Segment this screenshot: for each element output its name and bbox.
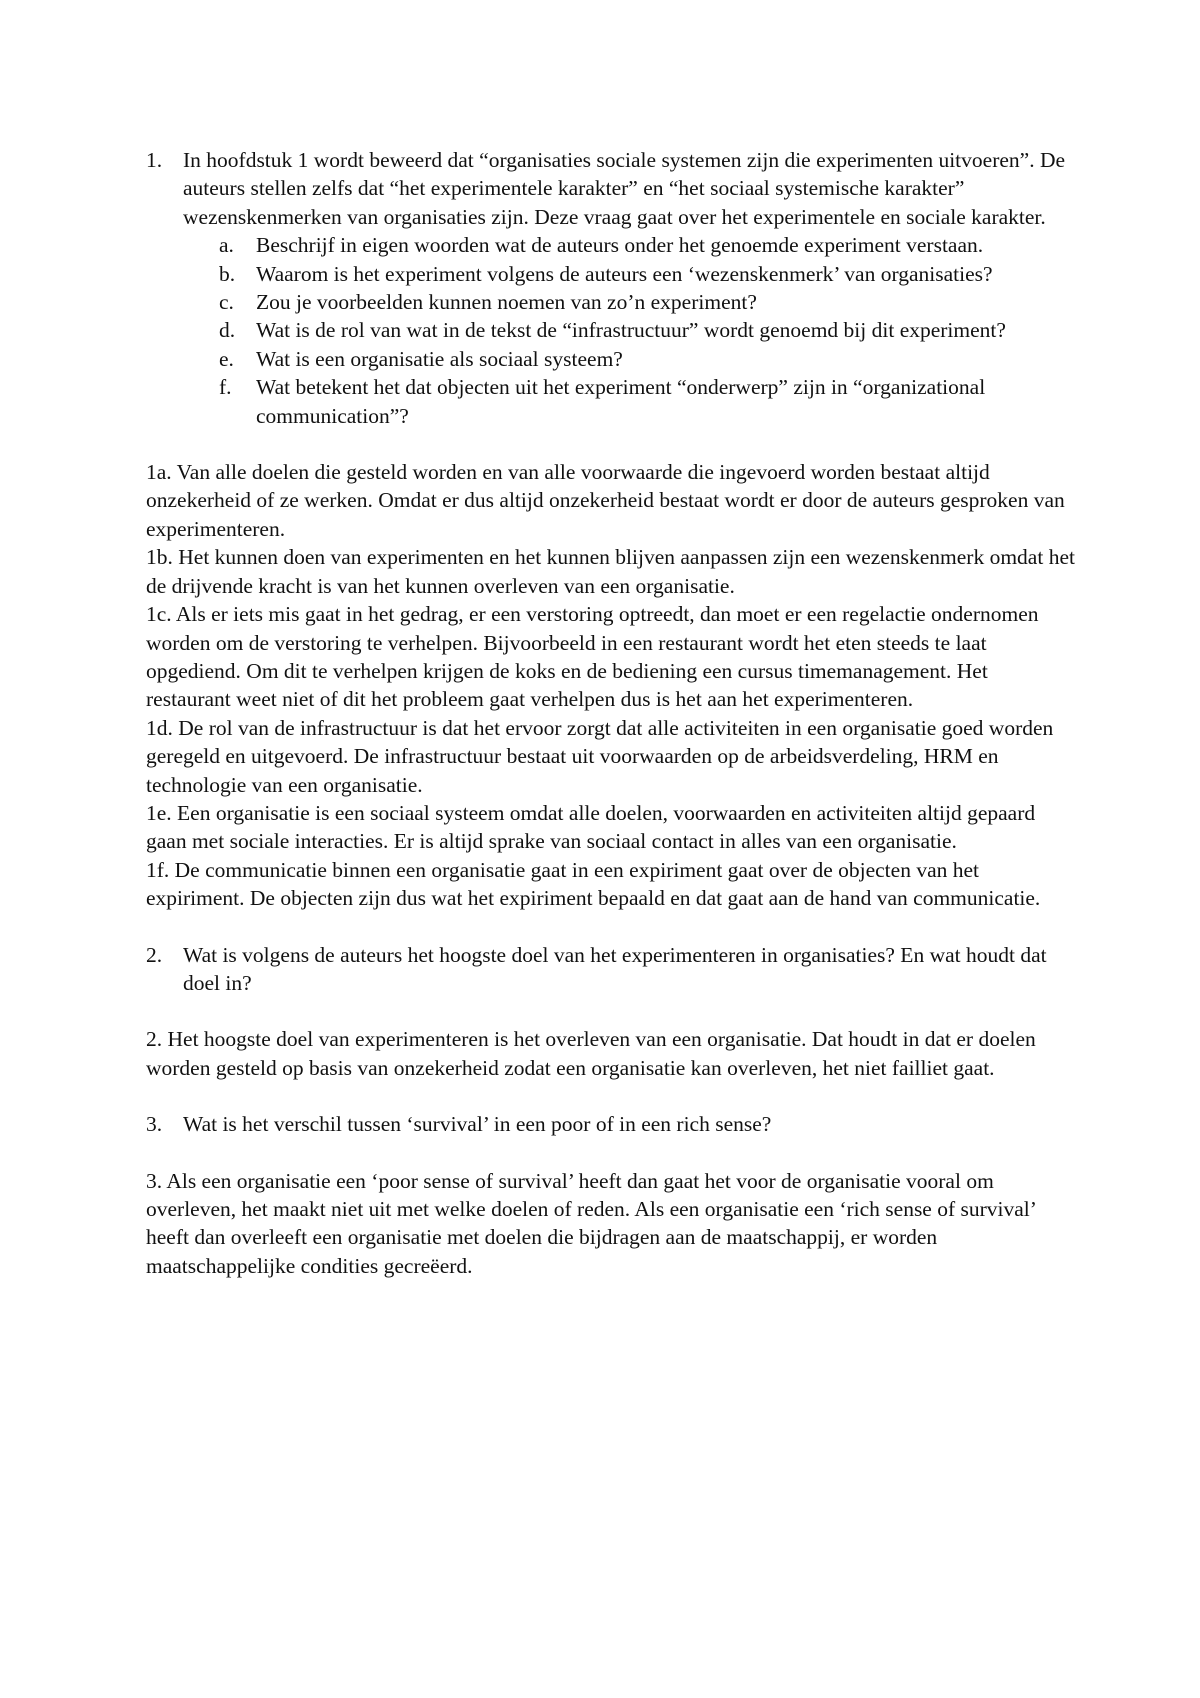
subquestion-letter: d. (219, 318, 236, 343)
question-3 (146, 1110, 1076, 1138)
question-text: In hoofdstuk 1 wordt beweerd dat “organisaties sociale systemen zijn die experimenten uitvoeren”. De auteurs stellen zelfs dat “het experimentele karakter” en “het sociaal systemische karakter” wezenskenmerken van organisaties zijn. Deze vraag gaat over het experimentele en sociale karakter. (183, 148, 1066, 229)
subquestion-letter: c. (219, 290, 234, 315)
question-text: Wat is volgens de auteurs het hoogste doel van het experimenteren in organisaties? En wat houdt dat doel in? (183, 942, 1047, 995)
subquestion-a (219, 231, 1076, 259)
subquestion-letter: e. (219, 346, 234, 371)
subquestion-text: Wat betekent het dat objecten uit het experiment “onderwerp” zijn in “organizational communication”? (256, 375, 986, 428)
question-text: Wat is het verschil tussen ‘survival’ in een poor of in een rich sense? (183, 1112, 772, 1137)
question-1 (146, 146, 1076, 231)
paragraph-gap (146, 913, 1076, 941)
subquestion-b (219, 260, 1076, 288)
subquestion-letter: a. (219, 233, 234, 258)
subquestion-letter: f. (219, 375, 232, 400)
question-number: 2. (146, 942, 163, 967)
question-number: 1. (146, 148, 163, 172)
subquestion-letter: b. (219, 261, 236, 286)
paragraph-gap (146, 430, 1076, 458)
subquestion-f (219, 373, 1076, 430)
subquestion-text: Wat is een organisatie als sociaal systeem? (256, 346, 623, 371)
question-2 (146, 941, 1076, 998)
answer-1e: 1e. Een organisatie is een sociaal systeem omdat alle doelen, voorwaarden en activiteiten altijd gepaard gaan met sociale interacties. Er is altijd sprake van sociaal contact in alles van een organisatie. (146, 800, 1036, 854)
question-number: 3. (146, 1112, 163, 1137)
paragraph-gap (146, 1139, 1076, 1167)
subquestion-list (219, 231, 1076, 430)
answer-3: 3. Als een organisatie een ‘poor sense of survival’ heeft dan gaat het voor de organisatie vooral om overleven, het maakt niet uit met welke doelen of reden. Als een organisatie een ‘rich sense of survival’ heeft dan overleeft een organisatie met doelen die bijdragen aan de maatschappij, er worden maatschappelijke condities gecreëerd. (146, 1168, 1036, 1278)
answer-1c: 1c. Als er iets mis gaat in het gedrag, er een verstoring optreedt, dan moet er een regelactie ondernomen worden om de verstoring te verhelpen. Bijvoorbeeld in een restaurant wordt het eten steeds te laat opgediend. Om dit te verhelpen krijgen de koks en de bediening een cursus timemanagement. Het restaurant weet niet of dit het probleem gaat verhelpen dus is het aan het experimenteren. (146, 602, 1039, 712)
answer-1b: 1b. Het kunnen doen van experimenten en het kunnen blijven aanpassen zijn een wezenskenmerk omdat het de drijvende kracht is van het kunnen overleven van een organisatie. (146, 545, 1075, 598)
answer-1a: 1a. Van alle doelen die gesteld worden en van alle voorwaarde die ingevoerd worden bestaat altijd onzekerheid of ze werken. Omdat er dus altijd onzekerheid bestaat wordt er door de auteurs gesproken van experimenteren. (146, 460, 1065, 541)
document-page (146, 146, 1076, 1280)
paragraph-gap (146, 997, 1076, 1025)
subquestion-text: Zou je voorbeelden kunnen noemen van zo’n experiment? (256, 290, 757, 315)
subquestion-text: Beschrijf in eigen woorden wat de auteurs onder het genoemde experiment verstaan. (256, 233, 984, 258)
paragraph-gap (146, 1082, 1076, 1110)
subquestion-text: Wat is de rol van wat in de tekst de “infrastructuur” wordt genoemd bij dit experiment? (256, 318, 1006, 343)
answer-1f: 1f. De communicatie binnen een organisatie gaat in een expiriment gaat over de objecten van het expiriment. De objecten zijn dus wat het expiriment bepaald en dat gaat aan de hand van communicatie. (146, 857, 1041, 911)
subquestion-text: Waarom is het experiment volgens de auteurs een ‘wezenskenmerk’ van organisaties? (256, 261, 993, 286)
subquestion-e (219, 345, 1076, 373)
answer-1d: 1d. De rol van de infrastructuur is dat het ervoor zorgt dat alle activiteiten in een organisatie goed worden geregeld en uitgevoerd. De infrastructuur bestaat uit voorwaarden op de arbeidsverdeling, HRM en technologie van een organisatie. (146, 715, 1054, 797)
answer-2: 2. Het hoogste doel van experimenteren is het overleven van een organisatie. Dat houdt in dat er doelen worden gesteld op basis van onzekerheid zodat een organisatie kan overleven, het niet failliet gaat. (146, 1027, 1036, 1080)
subquestion-d (219, 316, 1076, 344)
subquestion-c (219, 288, 1076, 316)
